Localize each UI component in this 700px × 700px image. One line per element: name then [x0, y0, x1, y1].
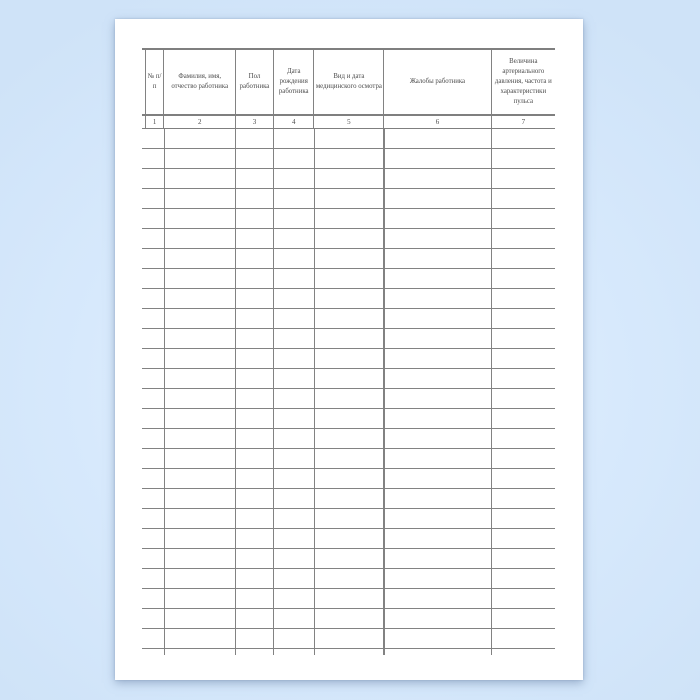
column-number: 3	[235, 116, 273, 128]
empty-table-row	[142, 229, 555, 249]
empty-table-row	[142, 429, 555, 449]
empty-table-row	[142, 529, 555, 549]
empty-table-row	[142, 549, 555, 569]
header-cell-index: № п/п	[145, 50, 164, 114]
header-cell-birthdate: Дата рождения работника	[273, 50, 314, 114]
empty-table-row	[142, 389, 555, 409]
empty-table-row	[142, 329, 555, 349]
header-cell-exam: Вид и дата медицинского осмотра	[313, 50, 383, 114]
document-page	[115, 19, 583, 680]
empty-table-row	[142, 609, 555, 629]
empty-table-row	[142, 129, 555, 149]
empty-table-row	[142, 289, 555, 309]
empty-table-row	[142, 149, 555, 169]
empty-table-row	[142, 589, 555, 609]
table-body	[142, 129, 555, 649]
header-cell-sex: Пол работника	[235, 50, 273, 114]
header-cell-pressure: Величина артериального давления, частота и характеристики пульса	[491, 50, 555, 114]
column-number: 6	[383, 116, 490, 128]
empty-table-row	[142, 169, 555, 189]
column-number: 2	[163, 116, 235, 128]
column-number-row	[145, 116, 555, 128]
column-number: 5	[313, 116, 383, 128]
header-cell-name: Фамилия, имя, отчество работника	[163, 50, 235, 114]
empty-table-row	[142, 449, 555, 469]
empty-table-row	[142, 629, 555, 649]
empty-table-row	[142, 409, 555, 429]
empty-table-row	[142, 509, 555, 529]
header-cell-complaints: Жалобы работника	[383, 50, 490, 114]
empty-table-row	[142, 349, 555, 369]
empty-table-row	[142, 309, 555, 329]
empty-table-row	[142, 469, 555, 489]
empty-table-row	[142, 569, 555, 589]
empty-table-row	[142, 189, 555, 209]
column-number: 1	[145, 116, 164, 128]
empty-table-row	[142, 269, 555, 289]
empty-table-row	[142, 249, 555, 269]
empty-table-row	[142, 489, 555, 509]
empty-table-row	[142, 369, 555, 389]
empty-table-row	[142, 209, 555, 229]
column-number: 4	[273, 116, 314, 128]
table-header-row	[145, 50, 555, 114]
column-number: 7	[491, 116, 555, 128]
